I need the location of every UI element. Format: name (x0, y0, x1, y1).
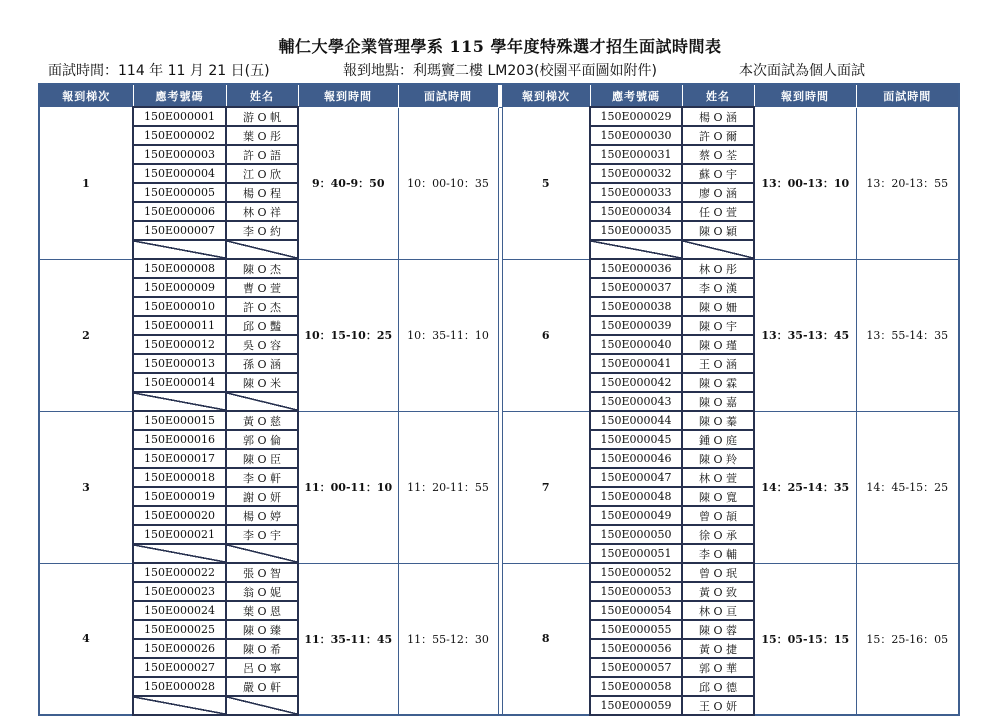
exam-number: 150E000027 (133, 658, 226, 677)
student-name: 李 O 輔 (682, 544, 754, 563)
exam-number: 150E000020 (133, 506, 226, 525)
exam-number: 150E000053 (590, 582, 682, 601)
student-name: 孫 O 涵 (226, 354, 298, 373)
exam-number: 150E000014 (133, 373, 226, 392)
exam-number: 150E000044 (590, 411, 682, 430)
exam-number: 150E000029 (590, 107, 682, 126)
student-name: 蔡 O 荃 (682, 145, 754, 164)
exam-number: 150E000009 (133, 278, 226, 297)
header-exam-number: 應考號碼 (133, 84, 226, 107)
interview-time: 10：35-11：10 (398, 259, 498, 411)
student-name: 曾 O 頡 (682, 506, 754, 525)
student-name: 徐 O 承 (682, 525, 754, 544)
exam-number: 150E000028 (133, 677, 226, 696)
student-name: 陳 O 嘉 (682, 392, 754, 411)
student-name: 李 O 漢 (682, 278, 754, 297)
student-name: 嚴 O 軒 (226, 677, 298, 696)
interview-note: 本次面試為個人面試 (739, 63, 865, 79)
empty-slot (133, 392, 226, 411)
student-name: 江 O 欣 (226, 164, 298, 183)
student-name: 邱 O 德 (682, 677, 754, 696)
exam-number: 150E000037 (590, 278, 682, 297)
exam-number: 150E000023 (133, 582, 226, 601)
header-name: 姓名 (226, 84, 298, 107)
exam-number: 150E000048 (590, 487, 682, 506)
exam-number: 150E000058 (590, 677, 682, 696)
student-name: 李 O 軒 (226, 468, 298, 487)
student-name: 陳 O 瑾 (682, 335, 754, 354)
exam-number: 150E000024 (133, 601, 226, 620)
student-name: 李 O 宇 (226, 525, 298, 544)
page-title: 輔仁大學企業管理學系 115 學年度特殊選才招生面試時間表 (278, 37, 722, 56)
header-report-time: 報到時間 (754, 84, 856, 107)
report-time: 13：00-13：10 (754, 107, 856, 259)
exam-number: 150E000045 (590, 430, 682, 449)
student-name: 楊 O 婷 (226, 506, 298, 525)
group-number: 3 (39, 411, 133, 563)
student-name: 陳 O 杰 (226, 259, 298, 278)
student-name: 陳 O 米 (226, 373, 298, 392)
student-name: 張 O 智 (226, 563, 298, 582)
header-group: 報到梯次 (39, 84, 133, 107)
interview-time: 13：20-13：55 (856, 107, 959, 259)
header-row (39, 84, 959, 107)
exam-number: 150E000018 (133, 468, 226, 487)
header-report-time: 報到時間 (298, 84, 398, 107)
empty-slot (133, 696, 226, 715)
student-name: 楊 O 程 (226, 183, 298, 202)
interview-time: 14：45-15：25 (856, 411, 959, 563)
exam-number: 150E000004 (133, 164, 226, 183)
student-name: 陳 O 蓁 (682, 411, 754, 430)
student-name: 廖 O 涵 (682, 183, 754, 202)
student-name: 曹 O 萱 (226, 278, 298, 297)
group-number: 7 (502, 411, 590, 563)
student-name: 李 O 約 (226, 221, 298, 240)
student-name: 任 O 萱 (682, 202, 754, 221)
interview-time: 15：25-16：05 (856, 563, 959, 715)
empty-slot (226, 392, 298, 411)
student-name: 林 O 萱 (682, 468, 754, 487)
exam-number: 150E000003 (133, 145, 226, 164)
exam-number: 150E000001 (133, 107, 226, 126)
student-name: 呂 O 寧 (226, 658, 298, 677)
exam-number: 150E000017 (133, 449, 226, 468)
header-interview-time: 面試時間 (398, 84, 498, 107)
student-name: 林 O 亘 (682, 601, 754, 620)
exam-number: 150E000011 (133, 316, 226, 335)
student-name: 吳 O 容 (226, 335, 298, 354)
report-time: 9：40-9：50 (298, 107, 398, 259)
exam-number: 150E000015 (133, 411, 226, 430)
group-number: 1 (39, 107, 133, 259)
student-name: 陳 O 臣 (226, 449, 298, 468)
exam-number: 150E000033 (590, 183, 682, 202)
exam-number: 150E000041 (590, 354, 682, 373)
exam-number: 150E000002 (133, 126, 226, 145)
exam-number: 150E000038 (590, 297, 682, 316)
exam-number: 150E000046 (590, 449, 682, 468)
group-number: 8 (502, 563, 590, 715)
group-number: 6 (502, 259, 590, 411)
empty-slot (226, 696, 298, 715)
exam-number: 150E000036 (590, 259, 682, 278)
exam-number: 150E000026 (133, 639, 226, 658)
student-name: 曾 O 珉 (682, 563, 754, 582)
interview-time: 10：00-10：35 (398, 107, 498, 259)
student-name: 翁 O 妮 (226, 582, 298, 601)
exam-number: 150E000016 (133, 430, 226, 449)
group-number: 5 (502, 107, 590, 259)
exam-number: 150E000025 (133, 620, 226, 639)
student-name: 鍾 O 庭 (682, 430, 754, 449)
exam-number: 150E000005 (133, 183, 226, 202)
exam-number: 150E000039 (590, 316, 682, 335)
report-time: 13：35-13：45 (754, 259, 856, 411)
exam-number: 150E000059 (590, 696, 682, 715)
report-time: 14：25-14：35 (754, 411, 856, 563)
empty-slot (226, 240, 298, 259)
exam-number: 150E000052 (590, 563, 682, 582)
header-group: 報到梯次 (502, 84, 590, 107)
report-time: 15：05-15：15 (754, 563, 856, 715)
student-name: 游 O 帆 (226, 107, 298, 126)
header-exam-number: 應考號碼 (590, 84, 682, 107)
exam-number: 150E000047 (590, 468, 682, 487)
empty-slot (226, 544, 298, 563)
student-name: 蘇 O 宇 (682, 164, 754, 183)
exam-number: 150E000054 (590, 601, 682, 620)
exam-number: 150E000042 (590, 373, 682, 392)
exam-number: 150E000055 (590, 620, 682, 639)
student-name: 楊 O 涵 (682, 107, 754, 126)
student-name: 陳 O 臻 (226, 620, 298, 639)
student-name: 陳 O 寬 (682, 487, 754, 506)
interview-time: 11：55-12：30 (398, 563, 498, 715)
exam-number: 150E000030 (590, 126, 682, 145)
interview-time: 13：55-14：35 (856, 259, 959, 411)
table-row (39, 107, 959, 126)
exam-number: 150E000013 (133, 354, 226, 373)
exam-number: 150E000022 (133, 563, 226, 582)
report-location: 報到地點：利瑪竇二樓 LM203(校園平面圖如附件) (343, 63, 657, 79)
student-name: 陳 O 姍 (682, 297, 754, 316)
exam-number: 150E000006 (133, 202, 226, 221)
exam-number: 150E000043 (590, 392, 682, 411)
empty-slot (682, 240, 754, 259)
student-name: 陳 O 蓉 (682, 620, 754, 639)
student-name: 陳 O 霖 (682, 373, 754, 392)
group-number: 4 (39, 563, 133, 715)
exam-number: 150E000021 (133, 525, 226, 544)
interview-time: 11：20-11：55 (398, 411, 498, 563)
empty-slot (133, 544, 226, 563)
exam-number: 150E000032 (590, 164, 682, 183)
header-interview-time: 面試時間 (856, 84, 959, 107)
student-name: 邱 O 豔 (226, 316, 298, 335)
student-name: 謝 O 妍 (226, 487, 298, 506)
exam-number: 150E000051 (590, 544, 682, 563)
interview-date: 面試時間：114 年 11 月 21 日(五) (48, 63, 270, 79)
exam-number: 150E000019 (133, 487, 226, 506)
report-time: 11：00-11：10 (298, 411, 398, 563)
student-name: 郭 O 華 (682, 658, 754, 677)
exam-number: 150E000056 (590, 639, 682, 658)
student-name: 陳 O 希 (226, 639, 298, 658)
exam-number: 150E000049 (590, 506, 682, 525)
student-name: 林 O 彤 (682, 259, 754, 278)
empty-slot (590, 240, 682, 259)
group-number: 2 (39, 259, 133, 411)
exam-number: 150E000035 (590, 221, 682, 240)
student-name: 王 O 妍 (682, 696, 754, 715)
student-name: 葉 O 恩 (226, 601, 298, 620)
exam-number: 150E000010 (133, 297, 226, 316)
student-name: 郭 O 倫 (226, 430, 298, 449)
student-name: 林 O 祥 (226, 202, 298, 221)
student-name: 黃 O 致 (682, 582, 754, 601)
exam-number: 150E000012 (133, 335, 226, 354)
student-name: 許 O 爾 (682, 126, 754, 145)
student-name: 葉 O 彤 (226, 126, 298, 145)
exam-number: 150E000034 (590, 202, 682, 221)
exam-number: 150E000057 (590, 658, 682, 677)
header-name: 姓名 (682, 84, 754, 107)
report-time: 11：35-11：45 (298, 563, 398, 715)
report-time: 10：15-10：25 (298, 259, 398, 411)
student-name: 黃 O 捷 (682, 639, 754, 658)
student-name: 陳 O 羚 (682, 449, 754, 468)
student-name: 黃 O 慈 (226, 411, 298, 430)
student-name: 陳 O 穎 (682, 221, 754, 240)
schedule-table (38, 83, 960, 716)
student-name: 王 O 涵 (682, 354, 754, 373)
exam-number: 150E000040 (590, 335, 682, 354)
student-name: 許 O 語 (226, 145, 298, 164)
exam-number: 150E000050 (590, 525, 682, 544)
exam-number: 150E000007 (133, 221, 226, 240)
exam-number: 150E000031 (590, 145, 682, 164)
exam-number: 150E000008 (133, 259, 226, 278)
student-name: 許 O 杰 (226, 297, 298, 316)
empty-slot (133, 240, 226, 259)
student-name: 陳 O 宇 (682, 316, 754, 335)
